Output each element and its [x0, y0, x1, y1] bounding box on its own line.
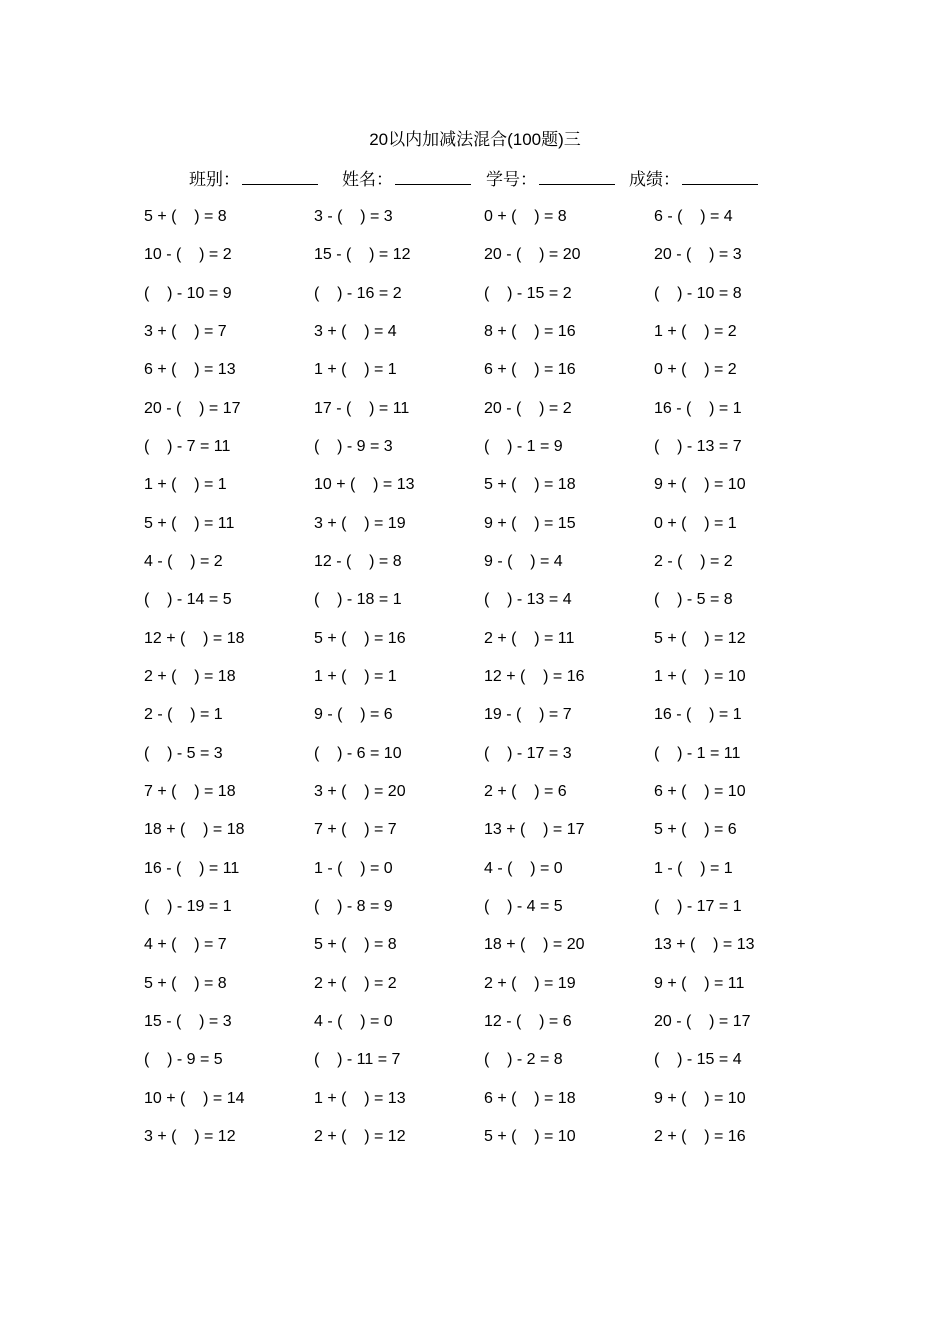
problem-item: 12 - ( ) = 6	[484, 1012, 572, 1030]
problem-item: 12 - ( ) = 8	[314, 552, 402, 570]
problem-item: 7 + ( ) = 7	[314, 821, 397, 839]
problem-item: 18 + ( ) = 20	[484, 936, 585, 954]
problem-item: 20 - ( ) = 17	[144, 399, 241, 417]
problem-item: 3 + ( ) = 4	[314, 322, 397, 340]
problem-item: 1 + ( ) = 1	[314, 361, 397, 379]
problem-item: 2 + ( ) = 18	[144, 667, 236, 685]
problem-item: 6 + ( ) = 13	[144, 361, 236, 379]
problem-item: 2 + ( ) = 16	[654, 1127, 746, 1145]
problem-item: 0 + ( ) = 1	[654, 514, 737, 532]
problem-item: ( ) - 7 = 11	[144, 437, 231, 455]
problem-item: ( ) - 5 = 8	[654, 591, 733, 609]
problem-item: 4 - ( ) = 0	[314, 1012, 393, 1030]
problem-item: 5 + ( ) = 6	[654, 821, 737, 839]
problem-item: ( ) - 1 = 11	[654, 744, 741, 762]
score-label: 成绩：	[629, 170, 680, 189]
problem-item: 2 + ( ) = 12	[314, 1127, 406, 1145]
problem-item: 1 + ( ) = 10	[654, 667, 746, 685]
problem-item: 0 + ( ) = 2	[654, 361, 737, 379]
problem-item: ( ) - 13 = 7	[654, 437, 742, 455]
worksheet-title: 20以内加减法混合(100题)三	[369, 130, 581, 149]
problem-item: 2 - ( ) = 2	[654, 552, 733, 570]
problem-item: 9 + ( ) = 10	[654, 476, 746, 494]
problem-item: 2 + ( ) = 6	[484, 782, 567, 800]
problem-item: 3 + ( ) = 19	[314, 514, 406, 532]
problem-item: 1 + ( ) = 1	[144, 476, 227, 494]
problem-item: 10 + ( ) = 13	[314, 476, 415, 494]
problem-item: 9 - ( ) = 4	[484, 552, 563, 570]
problem-item: 15 - ( ) = 12	[314, 246, 411, 264]
problem-item: 5 + ( ) = 8	[144, 974, 227, 992]
problem-item: ( ) - 18 = 1	[314, 591, 402, 609]
problem-item: 5 + ( ) = 8	[144, 208, 227, 225]
problem-item: ( ) - 2 = 8	[484, 1051, 563, 1069]
problem-item: 5 + ( ) = 12	[654, 629, 746, 647]
problem-item: 1 + ( ) = 1	[314, 667, 397, 685]
problem-item: ( ) - 9 = 5	[144, 1051, 223, 1069]
problem-item: 4 - ( ) = 2	[144, 552, 223, 570]
problem-item: ( ) - 16 = 2	[314, 284, 402, 302]
problem-item: 9 + ( ) = 15	[484, 514, 576, 532]
problem-item: 10 - ( ) = 2	[144, 246, 232, 264]
problem-item: 1 + ( ) = 13	[314, 1089, 406, 1107]
problem-item: 0 + ( ) = 8	[484, 208, 567, 225]
problem-item: ( ) - 4 = 5	[484, 897, 563, 915]
problem-item: 6 + ( ) = 16	[484, 361, 576, 379]
problem-item: 3 + ( ) = 12	[144, 1127, 236, 1145]
problem-item: 20 - ( ) = 2	[484, 399, 572, 417]
problem-item: ( ) - 11 = 7	[314, 1051, 401, 1069]
problem-item: 9 + ( ) = 11	[654, 974, 745, 992]
problem-item: 3 + ( ) = 7	[144, 322, 227, 340]
problem-item: ( ) - 14 = 5	[144, 591, 232, 609]
problem-item: 5 + ( ) = 10	[484, 1127, 576, 1145]
problem-item: 2 + ( ) = 11	[484, 629, 575, 647]
problem-item: ( ) - 5 = 3	[144, 744, 223, 762]
problem-item: 5 + ( ) = 8	[314, 936, 397, 954]
problem-item: ( ) - 19 = 1	[144, 897, 232, 915]
problem-item: 12 + ( ) = 18	[144, 629, 245, 647]
problem-item: 20 - ( ) = 17	[654, 1012, 751, 1030]
problem-item: 5 + ( ) = 11	[144, 514, 235, 532]
problem-item: 19 - ( ) = 7	[484, 706, 572, 724]
problem-item: 1 - ( ) = 0	[314, 859, 393, 877]
problem-item: ( ) - 8 = 9	[314, 897, 393, 915]
problem-item: 2 + ( ) = 19	[484, 974, 576, 992]
problem-item: 3 - ( ) = 3	[314, 208, 393, 225]
problem-item: 6 - ( ) = 4	[654, 208, 733, 225]
problem-item: 1 - ( ) = 1	[654, 859, 733, 877]
problem-item: 2 + ( ) = 2	[314, 974, 397, 992]
problem-item: 5 + ( ) = 16	[314, 629, 406, 647]
problem-item: 13 + ( ) = 13	[654, 936, 755, 954]
problem-item: ( ) - 9 = 3	[314, 437, 393, 455]
problem-item: 16 - ( ) = 1	[654, 399, 742, 417]
problem-item: 5 + ( ) = 18	[484, 476, 576, 494]
problem-item: 4 + ( ) = 7	[144, 936, 227, 954]
problem-item: 16 - ( ) = 1	[654, 706, 742, 724]
class-label: 班别：	[189, 170, 240, 189]
problem-item: 20 - ( ) = 3	[654, 246, 742, 264]
problem-item: ( ) - 15 = 2	[484, 284, 572, 302]
problem-item: 8 + ( ) = 16	[484, 322, 576, 340]
problem-item: ( ) - 10 = 9	[144, 284, 232, 302]
problem-item: 1 + ( ) = 2	[654, 322, 737, 340]
problem-item: ( ) - 6 = 10	[314, 744, 402, 762]
problem-item: 17 - ( ) = 11	[314, 399, 410, 417]
problem-item: 12 + ( ) = 16	[484, 667, 585, 685]
problem-item: 9 + ( ) = 10	[654, 1089, 746, 1107]
problem-item: 18 + ( ) = 18	[144, 821, 245, 839]
problem-item: 16 - ( ) = 11	[144, 859, 240, 877]
problem-item: ( ) - 1 = 9	[484, 437, 563, 455]
problem-item: ( ) - 15 = 4	[654, 1051, 742, 1069]
problem-item: 10 + ( ) = 14	[144, 1089, 245, 1107]
problem-item: 2 - ( ) = 1	[144, 706, 223, 724]
problem-item: 4 - ( ) = 0	[484, 859, 563, 877]
problem-item: 6 + ( ) = 10	[654, 782, 746, 800]
problem-item: 20 - ( ) = 20	[484, 246, 581, 264]
problem-item: ( ) - 10 = 8	[654, 284, 742, 302]
problem-item: 9 - ( ) = 6	[314, 706, 393, 724]
name-label: 姓名：	[342, 170, 393, 189]
problem-item: ( ) - 17 = 1	[654, 897, 742, 915]
problem-item: ( ) - 13 = 4	[484, 591, 572, 609]
student-number-label: 学号：	[486, 170, 537, 189]
problem-item: ( ) - 17 = 3	[484, 744, 572, 762]
problem-item: 6 + ( ) = 18	[484, 1089, 576, 1107]
problem-item: 7 + ( ) = 18	[144, 782, 236, 800]
problem-item: 15 - ( ) = 3	[144, 1012, 232, 1030]
problem-item: 3 + ( ) = 20	[314, 782, 406, 800]
problem-item: 13 + ( ) = 17	[484, 821, 585, 839]
